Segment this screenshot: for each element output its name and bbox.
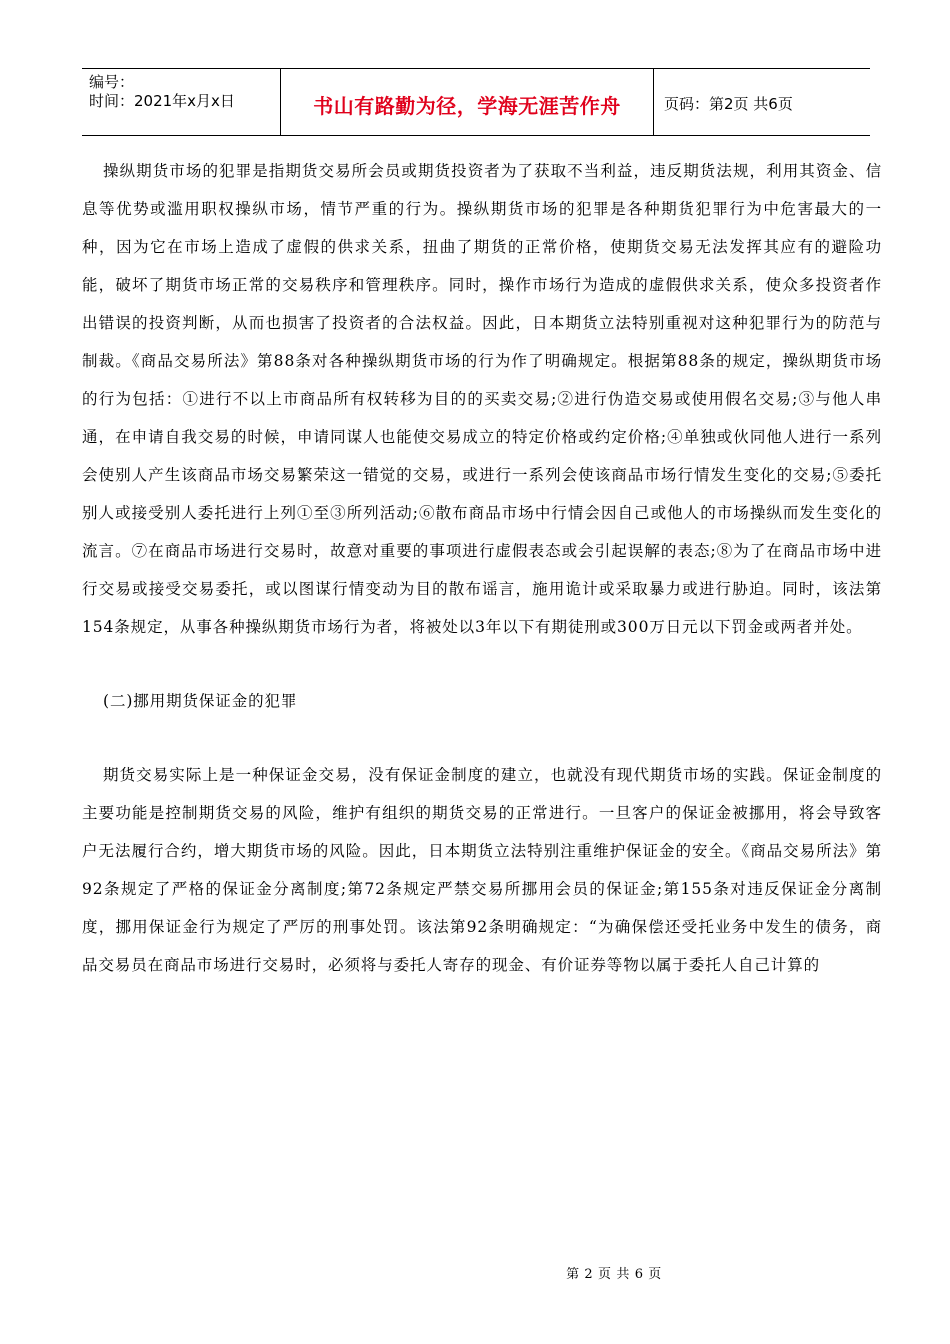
document-date: 时间：2021年x月x日: [89, 92, 235, 110]
header-meta: [82, 69, 281, 135]
paragraph-gap: [82, 720, 882, 756]
paragraph-market-manipulation: 操纵期货市场的犯罪是指期货交易所会员或期货投资者为了获取不当利益，违反期货法规，利用其资金、信息等优势或滥用职权操纵市场，情节严重的行为。操纵期货市场的犯罪是各种期货犯罪行为中危害最大的一种，因为它在市场上造成了虚假的供求关系，扭曲了期货的正常价格，使期货交易无法发挥其应有的避险功能，破坏了期货市场正常的交易秩序和管理秩序。同时，操作市场行为造成的虚假供求关系，使众多投资者作出错误的投资判断，从而也损害了投资者的合法权益。因此，日本期货立法特别重视对这种犯罪行为的防范与制裁。《商品交易所法》第88条对各种操纵期货市场的行为作了明确规定。根据第88条的规定，操纵期货市场的行为包括：①进行不以上市商品所有权转移为目的的买卖交易;②进行伪造交易或使用假名交易;③与他人串通，在申请自我交易的时候，申请同谋人也能使交易成立的特定价格或约定价格;④单独或伙同他人进行一系列会使别人产生该商品市场交易繁荣这一错觉的交易，或进行一系列会使该商品市场行情发生变化的交易;⑤委托别人或接受别人委托进行上列①至③所列活动;⑥散布商品市场中行情会因自己或他人的市场操纵而发生变化的流言。⑦在商品市场进行交易时，故意对重要的事项进行虚假表态或会引起误解的表态;⑧为了在商品市场中进行交易或接受交易委托，或以图谋行情变动为目的散布谣言，施用诡计或采取暴力或进行胁迫。同时，该法第154条规定，从事各种操纵期货市场行为者，将被处以3年以下有期徒刑或300万日元以下罚金或两者并处。: [82, 162, 882, 636]
header-table: [82, 68, 870, 136]
section-heading: (二)挪用期货保证金的犯罪: [103, 692, 298, 710]
header-page-cell: [654, 69, 870, 135]
document-number: 编号：: [89, 73, 135, 91]
paragraph-margin-misuse: 期货交易实际上是一种保证金交易，没有保证金制度的建立，也就没有现代期货市场的实践。保证金制度的主要功能是控制期货交易的风险，维护有组织的期货交易的正常进行。一旦客户的保证金被挪用，将会导致客户无法履行合约，增大期货市场的风险。因此，日本期货立法特别注重维护保证金的安全。《商品交易所法》第92条规定了严格的保证金分离制度;第72条规定严禁交易所挪用会员的保证金;第155条对违反保证金分离制度，挪用保证金行为规定了严厉的刑事处罚。该法第92条明确规定：“为确保偿还受托业务中发生的债务，商品交易员在商品市场进行交易时，必须将与委托人寄存的现金、有价证券等物以属于委托人自己计算的: [82, 766, 882, 974]
header-page-number: 页码：第2页 共6页: [664, 94, 793, 113]
paragraph-gap: [82, 646, 882, 682]
motto-text: 书山有路勤为径，学海无涯苦作舟: [313, 93, 621, 118]
document-body: [82, 152, 882, 984]
header-motto-cell: [281, 69, 654, 135]
page-footer: 第 2 页 共 6 页: [566, 1267, 662, 1282]
